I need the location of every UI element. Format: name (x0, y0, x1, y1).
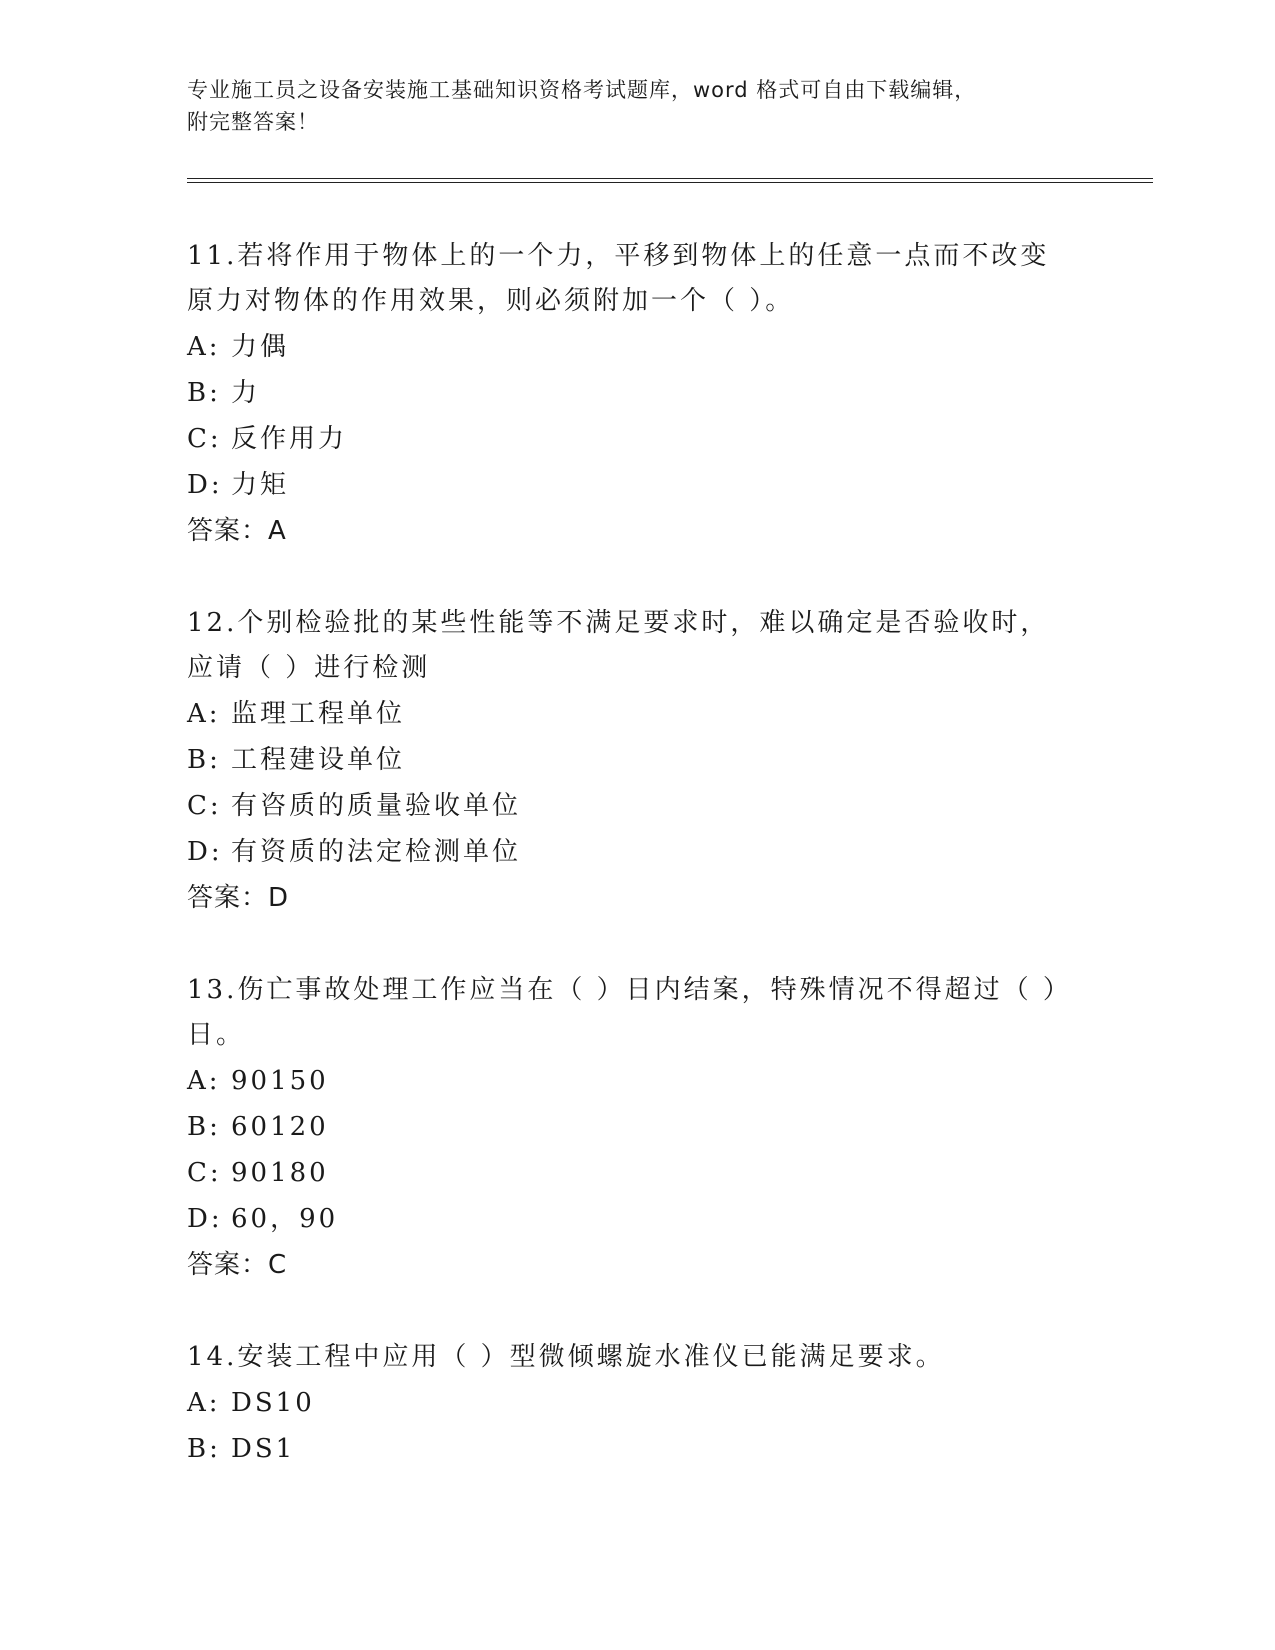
option-d (187, 1196, 1087, 1242)
option-text: 力矩 (231, 470, 290, 500)
question-stem: 11.若将作用于物体上的一个力，平移到物体上的任意一点而不改变原力对物体的作用效果，则必须附加一个（ ）。 (187, 241, 1050, 316)
option-key: D: (187, 837, 223, 867)
option-key: C: (187, 791, 222, 821)
question-14 (187, 1335, 1087, 1472)
answer-line: 答案：C (187, 1250, 288, 1280)
option-c (187, 783, 1087, 829)
option-c (187, 1150, 1087, 1196)
option-key: C: (187, 1158, 222, 1188)
option-text: 90150 (231, 1066, 329, 1096)
option-text: 有资质的法定检测单位 (231, 837, 522, 867)
question-12 (187, 601, 1087, 921)
option-key: A: (187, 699, 221, 729)
option-key: D: (187, 470, 223, 500)
option-a (187, 324, 1087, 370)
option-b (187, 1104, 1087, 1150)
option-text: 监理工程单位 (231, 699, 406, 729)
header-line-2: 附完整答案！ (187, 110, 319, 134)
option-text: DS1 (231, 1434, 296, 1464)
option-text: 反作用力 (231, 424, 348, 454)
option-text: 60120 (231, 1112, 329, 1142)
document-header (187, 74, 1087, 138)
option-text: 60，90 (231, 1204, 339, 1234)
option-key: C: (187, 424, 222, 454)
question-11 (187, 234, 1087, 554)
answer-line: 答案：A (187, 516, 287, 546)
option-b (187, 737, 1087, 783)
option-b (187, 1426, 1087, 1472)
option-key: D: (187, 1204, 223, 1234)
option-d (187, 829, 1087, 875)
question-stem: 12.个别检验批的某些性能等不满足要求时，难以确定是否验收时，应请（ ）进行检测 (187, 608, 1050, 683)
option-a (187, 1380, 1087, 1426)
option-a (187, 691, 1087, 737)
option-text: 90180 (231, 1158, 329, 1188)
option-text: 力偶 (231, 332, 290, 362)
question-list (187, 234, 1087, 1519)
option-key: A: (187, 1388, 221, 1418)
option-key: B: (187, 745, 221, 775)
option-text: 工程建设单位 (231, 745, 406, 775)
header-double-rule (187, 178, 1153, 183)
option-key: B: (187, 378, 221, 408)
header-line-1: 专业施工员之设备安装施工基础知识资格考试题库，word 格式可自由下载编辑， (187, 78, 977, 102)
option-key: A: (187, 332, 221, 362)
option-text: 有咨质的质量验收单位 (231, 791, 522, 821)
option-key: B: (187, 1112, 221, 1142)
option-a (187, 1058, 1087, 1104)
option-c (187, 416, 1087, 462)
option-d (187, 462, 1087, 508)
answer-line: 答案：D (187, 883, 290, 913)
question-stem: 14.安装工程中应用（ ）型微倾螺旋水准仪已能满足要求。 (187, 1342, 945, 1372)
option-b (187, 370, 1087, 416)
option-text: DS10 (231, 1388, 315, 1418)
question-stem: 13.伤亡事故处理工作应当在（ ）日内结案，特殊情况不得超过（ ）日。 (187, 975, 1059, 1050)
option-text: 力 (231, 378, 261, 408)
option-key: B: (187, 1434, 221, 1464)
question-13 (187, 968, 1087, 1288)
option-key: A: (187, 1066, 221, 1096)
